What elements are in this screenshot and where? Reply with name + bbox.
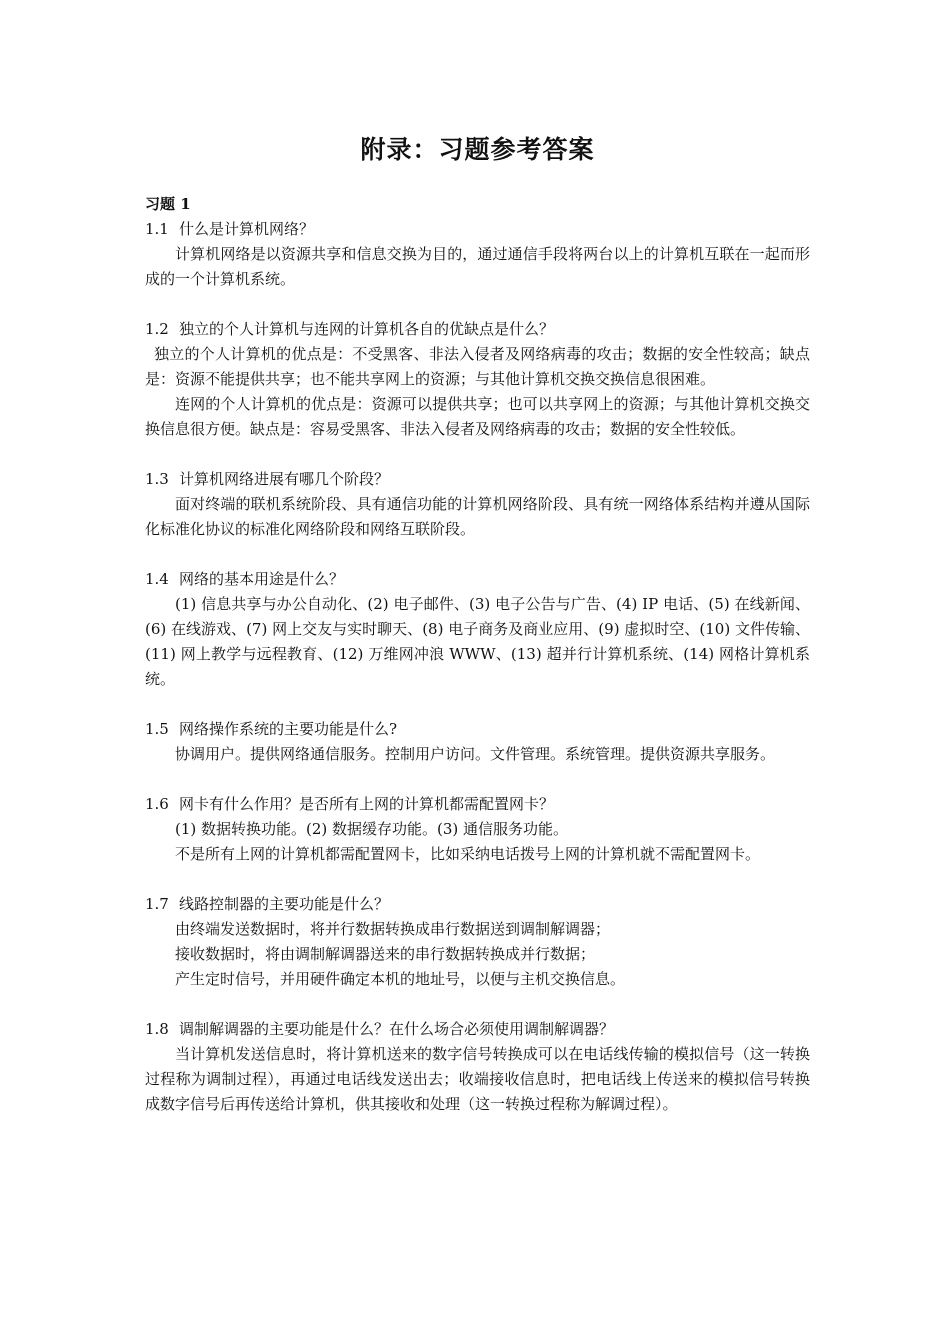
question-block bbox=[145, 567, 810, 692]
answer-paragraph: 接收数据时，将由调制解调器送来的串行数据转换成并行数据； bbox=[175, 945, 596, 963]
question-block bbox=[145, 717, 810, 767]
page-title: 附录：习题参考答案 bbox=[360, 135, 595, 164]
document-page bbox=[145, 120, 810, 1142]
question-heading bbox=[145, 217, 810, 242]
answer-paragraph: (1) 数据转换功能。(2) 数据缓存功能。(3) 通信服务功能。 bbox=[175, 820, 569, 838]
question-text: 线路控制器的主要功能是什么？ bbox=[179, 895, 390, 913]
answer-paragraph: (1) 信息共享与办公自动化、(2) 电子邮件、(3) 电子公告与广告、(4) IP 电话、(5) 在线新闻、(6) 在线游戏、(7) 网上交友与实时聊天、(8) 电子商务及商业应用、(9) 虚拟时空、(10) 文件传输、(11) 网上教学与远程教育、(12) 万维网冲浪 WWW、(13) 超并行计算机系统、(14) 网格计算机系统。 bbox=[145, 595, 810, 688]
question-number: 1.4 bbox=[145, 570, 169, 588]
answer-paragraph: 产生定时信号，并用硬件确定本机的地址号，以便与主机交换信息。 bbox=[175, 970, 626, 988]
question-number: 1.1 bbox=[145, 220, 169, 238]
question-block bbox=[145, 317, 810, 442]
question-block bbox=[145, 792, 810, 867]
question-text: 网络操作系统的主要功能是什么? bbox=[179, 720, 398, 738]
question-number: 1.7 bbox=[145, 895, 169, 913]
question-heading bbox=[145, 1017, 810, 1042]
question-number: 1.3 bbox=[145, 470, 169, 488]
question-heading bbox=[145, 792, 810, 817]
answer-paragraph: 不是所有上网的计算机都需配置网卡，比如采纳电话拨号上网的计算机就不需配置网卡。 bbox=[175, 845, 761, 863]
question-number: 1.6 bbox=[145, 795, 169, 813]
answer-paragraph: 连网的个人计算机的优点是：资源可以提供共享；也可以共享网上的资源；与其他计算机交换交换信息很方便。缺点是：容易受黑客、非法入侵者及网络病毒的攻击；数据的安全性较低。 bbox=[145, 395, 810, 438]
answer-paragraph: 独立的个人计算机的优点是：不受黑客、非法入侵者及网络病毒的攻击；数据的安全性较高；缺点是：资源不能提供共享；也不能共享网上的资源；与其他计算机交换交换信息很困难。 bbox=[145, 345, 810, 388]
question-text: 计算机网络进展有哪几个阶段？ bbox=[179, 470, 390, 488]
question-text: 什么是计算机网络？ bbox=[179, 220, 315, 238]
question-heading bbox=[145, 317, 810, 342]
answer-paragraph: 面对终端的联机系统阶段、具有通信功能的计算机网络阶段、具有统一网络体系结构并遵从国际化标准化协议的标准化网络阶段和网络互联阶段。 bbox=[145, 495, 810, 538]
question-heading bbox=[145, 717, 810, 742]
answer-paragraph: 协调用户。提供网络通信服务。控制用户访问。文件管理。系统管理。提供资源共享服务。 bbox=[175, 745, 776, 763]
question-heading bbox=[145, 567, 810, 592]
answer-paragraph: 由终端发送数据时，将并行数据转换成串行数据送到调制解调器； bbox=[175, 920, 611, 938]
question-number: 1.5 bbox=[145, 720, 169, 738]
question-heading bbox=[145, 892, 810, 917]
question-text: 调制解调器的主要功能是什么？在什么场合必须使用调制解调器？ bbox=[179, 1020, 615, 1038]
question-block bbox=[145, 892, 810, 992]
question-text: 网络的基本用途是什么？ bbox=[179, 570, 345, 588]
chapter-heading: 习题 1 bbox=[145, 195, 191, 213]
question-block bbox=[145, 1017, 810, 1117]
answer-paragraph: 当计算机发送信息时，将计算机送来的数字信号转换成可以在电话线传输的模拟信号（这一转换过程称为调制过程），再通过电话线发送出去；收端接收信息时，把电话线上传送来的模拟信号转换成数字信号后再传送给计算机，供其接收和处理（这一转换过程称为解调过程）。 bbox=[145, 1045, 810, 1113]
question-number: 1.2 bbox=[145, 320, 169, 338]
question-number: 1.8 bbox=[145, 1020, 169, 1038]
answer-paragraph: 计算机网络是以资源共享和信息交换为目的，通过通信手段将两台以上的计算机互联在一起而形成的一个计算机系统。 bbox=[145, 245, 810, 288]
question-text: 独立的个人计算机与连网的计算机各自的优缺点是什么？ bbox=[179, 320, 555, 338]
question-block bbox=[145, 217, 810, 292]
question-heading bbox=[145, 467, 810, 492]
question-block bbox=[145, 467, 810, 542]
question-text: 网卡有什么作用？是否所有上网的计算机都需配置网卡？ bbox=[179, 795, 555, 813]
